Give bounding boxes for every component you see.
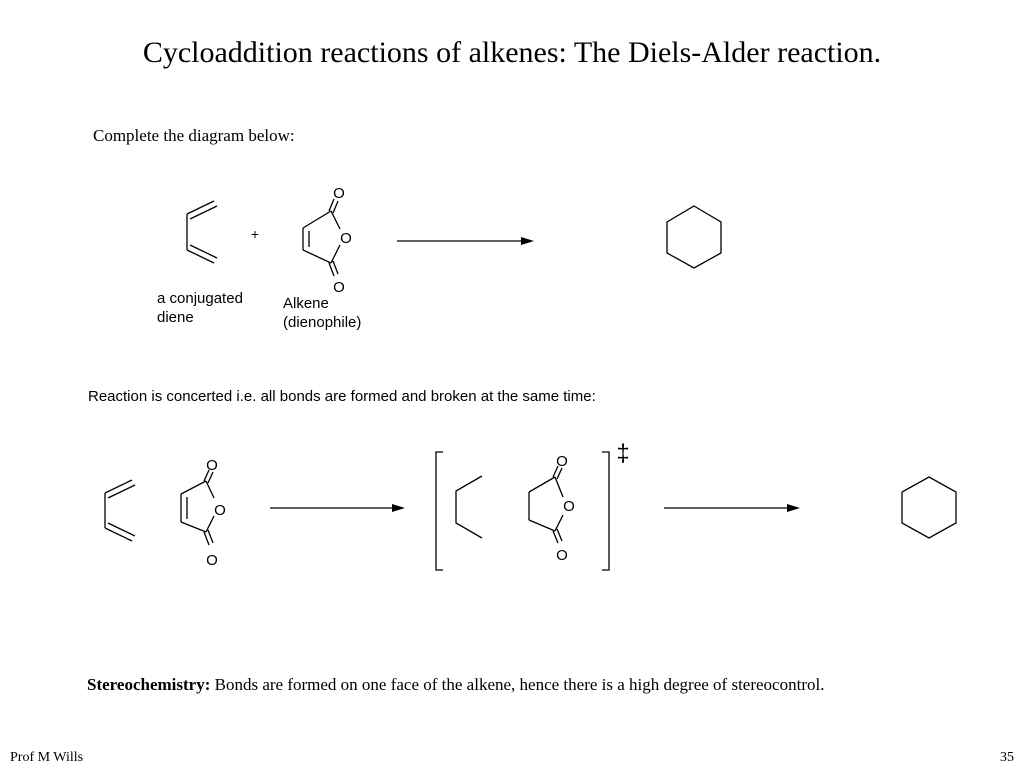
footer-author: Prof M Wills (10, 750, 84, 765)
stereochemistry-text: Bonds are formed on one face of the alkene, hence there is a high degree of stereocontrol. (210, 675, 825, 694)
transition-state-dienophile (529, 466, 563, 543)
ts-carbonyl-oxygen-bottom: O (556, 547, 568, 564)
cyclohexene-product-2 (902, 477, 956, 538)
butadiene-structure-2 (105, 480, 135, 541)
dienophile-label-line2: (dienophile) (283, 314, 362, 331)
maleic-anhydride-structure (303, 199, 340, 276)
right-bracket (602, 452, 609, 570)
plus-sign: + (250, 226, 260, 242)
carbonyl-oxygen-bottom: O (333, 279, 345, 296)
diene-label-line1: a conjugated (157, 290, 243, 307)
transition-state-diene (456, 476, 482, 538)
butadiene-structure (187, 201, 217, 263)
concerted-note: Reaction is concerted i.e. all bonds are formed and broken at the same time: (88, 388, 596, 405)
carbonyl-oxygen-bottom-2: O (206, 552, 218, 569)
reaction-scheme-2 (105, 452, 956, 570)
maleic-anhydride-structure-2 (181, 470, 214, 545)
left-bracket (436, 452, 443, 570)
arrowhead-1 (521, 237, 534, 245)
arrowhead-3 (787, 504, 800, 512)
stereochemistry-label: Stereochemistry: (87, 675, 211, 694)
instruction-text: Complete the diagram below: (93, 126, 295, 145)
carbonyl-oxygen-top-2: O (206, 457, 218, 474)
ts-ring-oxygen: O (563, 498, 575, 515)
transition-state-symbol: ‡ (616, 440, 630, 467)
cyclohexene-product-1 (667, 206, 721, 268)
page-number: 35 (1000, 750, 1014, 765)
ring-oxygen-2: O (214, 502, 226, 519)
ring-oxygen: O (340, 230, 352, 247)
diene-label-line2: diene (157, 309, 194, 326)
carbonyl-oxygen-top: O (333, 185, 345, 202)
ts-carbonyl-oxygen-top: O (556, 453, 568, 470)
dienophile-label-line1: Alkene (283, 295, 329, 312)
slide-title: Cycloaddition reactions of alkenes: The Diels-Alder reaction. (142, 36, 882, 69)
arrowhead-2 (392, 504, 405, 512)
